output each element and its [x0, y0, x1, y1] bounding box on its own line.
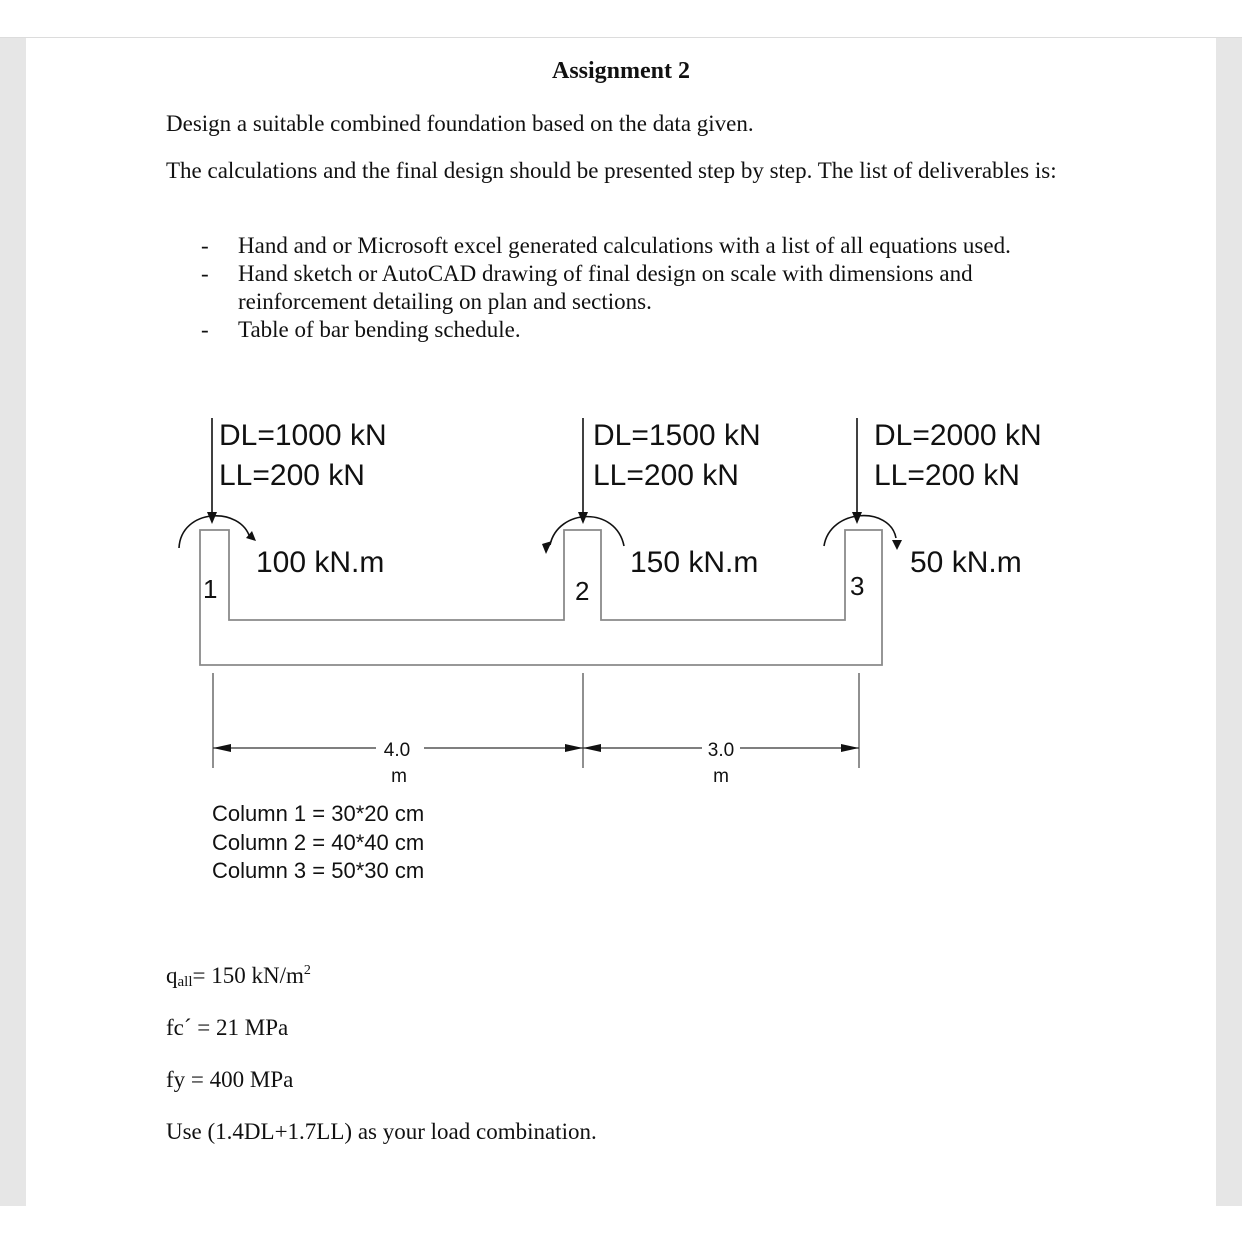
column-1-live-load: LL=200 kN — [219, 459, 365, 492]
span-1-length: 4.0 — [383, 740, 411, 761]
span-2-arrow-start — [583, 744, 601, 752]
right-margin — [1216, 38, 1242, 1206]
column-size-3: Column 3 = 50*30 cm — [212, 858, 425, 883]
column-size-2: Column 2 = 40*40 cm — [212, 830, 425, 855]
column-1-load-arrowhead — [207, 512, 217, 524]
column-2-moment: 150 kN.m — [630, 546, 759, 579]
column-2-number: 2 — [575, 576, 590, 606]
column-3-live-load: LL=200 kN — [874, 459, 1020, 492]
column-size-1: Column 1 = 30*20 cm — [212, 801, 425, 826]
column-3-dead-load: DL=2000 kN — [874, 419, 1042, 452]
load-combination: Use (1.4DL+1.7LL) as your load combination. — [166, 1119, 597, 1144]
column-2-live-load: LL=200 kN — [593, 459, 739, 492]
column-2-moment-arc — [550, 517, 624, 546]
document-page — [26, 38, 1216, 1206]
span-2-arrow-end — [841, 744, 859, 752]
column-2-moment-arrowhead — [542, 541, 552, 554]
column-2-dead-load: DL=1500 kN — [593, 419, 761, 452]
list-item: - Hand sketch or AutoCAD drawing of final design on scale with dimensions and reinforcement detailing on plan and sections. — [201, 261, 973, 314]
column-1-moment-arc — [179, 516, 250, 548]
column-3-number: 3 — [850, 571, 865, 601]
allowable-soil-pressure: $q_{all}= 150$ $kN/m^2$ — [166, 963, 311, 990]
steel-yield-strength: fy = 400 MPa — [166, 1067, 294, 1092]
column-3-moment: 50 kN.m — [910, 546, 1022, 579]
deliverable-text: Hand sketch or AutoCAD drawing of final design on scale with dimensions and reinforcement detailing on plan and sections. — [238, 261, 973, 314]
column-1-dead-load: DL=1000 kN — [219, 419, 387, 452]
left-margin — [0, 38, 26, 1206]
column-3-moment-arrowhead — [892, 540, 902, 550]
span-1-arrow-start — [213, 744, 231, 752]
deliverable-text: Table of bar bending schedule. — [238, 317, 521, 342]
list-item: - Table of bar bending schedule. — [201, 317, 521, 342]
column-1-moment: 100 kN.m — [256, 546, 385, 579]
page-title: Assignment 2 — [551, 58, 690, 84]
instructions-paragraph: The calculations and the final design should be presented step by step. The list of deliverables is: — [166, 158, 1057, 183]
span-2-length: 3.0 — [707, 740, 735, 761]
span-2-unit: m — [713, 766, 729, 787]
deliverable-text: Hand and or Microsoft excel generated calculations with a list of all equations used. — [238, 233, 1011, 258]
intro-paragraph: Design a suitable combined foundation based on the data given. — [166, 111, 754, 136]
span-1-arrow-end — [565, 744, 583, 752]
column-1-number: 1 — [203, 574, 218, 604]
concrete-strength: fc´ = 21 MPa — [166, 1015, 289, 1040]
column-3-load-arrowhead — [852, 512, 862, 524]
list-item: - Hand and or Microsoft excel generated calculations with a list of all equations used. — [201, 233, 1011, 258]
span-1-unit: m — [391, 766, 407, 787]
